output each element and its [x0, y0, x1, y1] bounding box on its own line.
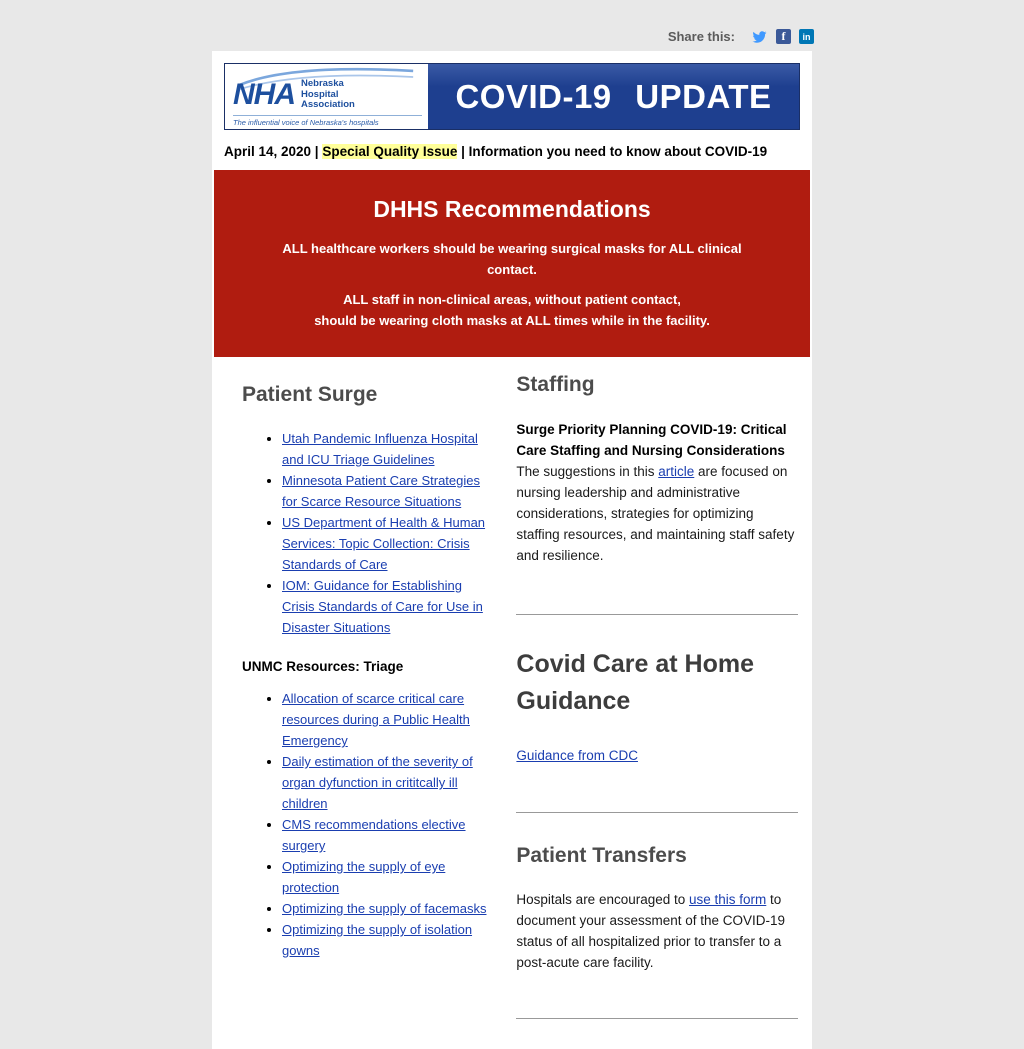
list-item — [282, 512, 488, 575]
list-item — [282, 575, 488, 638]
logo-name-line2: Hospital — [301, 88, 339, 100]
cdc-guidance-link[interactable]: Guidance from CDC — [516, 748, 638, 763]
dhhs-paragraph-1: ALL healthcare workers should be wearing surgical masks for ALL clinical contact. — [282, 241, 742, 277]
article-link[interactable]: article — [658, 464, 695, 479]
staffing-text-after: are focused on nursing leadership and administrative considerations, strategies for optimizing staffing resources, and maintaining staff safety and resilience. — [516, 464, 795, 563]
resource-link[interactable]: IOM: Guidance for Establishing Crisis Standards of Care for Use in Disaster Situations — [282, 578, 483, 635]
list-item — [282, 470, 488, 512]
resource-link[interactable]: Optimizing the supply of facemasks — [282, 901, 487, 916]
list-item — [282, 898, 488, 919]
linkedin-icon[interactable]: in — [799, 29, 814, 44]
staffing-heading: Staffing — [516, 373, 595, 396]
patient-transfers-paragraph — [516, 889, 798, 973]
share-bar — [210, 0, 814, 44]
unmc-resources-subheading: UNMC Resources: Triage — [242, 659, 404, 674]
date-line-rest: | Information you need to know about COVID-19 — [457, 144, 768, 159]
nha-logo — [225, 64, 428, 129]
dhhs-banner — [214, 170, 810, 357]
transfers-text-after: to document your assessment of the COVID-19 status of all hospitalized prior to transfer to a post-acute care facility. — [516, 892, 786, 970]
dhhs-paragraph-2-line2: should be wearing cloth masks at ALL times while in the facility. — [314, 312, 710, 328]
logo-acronym: NHA — [233, 78, 295, 111]
right-column — [516, 371, 798, 1019]
content-columns — [224, 357, 800, 1019]
patient-surge-link-list — [242, 428, 488, 638]
dhhs-title: DHHS Recommendations — [373, 196, 651, 222]
staffing-text-before: The suggestions in this — [516, 464, 659, 479]
resource-link[interactable]: Optimizing the supply of isolation gowns — [282, 922, 473, 958]
list-item — [282, 428, 488, 470]
email-container — [212, 51, 812, 1049]
header-banner — [224, 63, 800, 130]
resource-link[interactable]: CMS recommendations elective surgery — [282, 817, 466, 853]
logo-name — [301, 79, 355, 111]
resource-link[interactable]: Optimizing the supply of eye protection — [282, 859, 446, 895]
patient-transfers-heading: Patient Transfers — [516, 844, 687, 867]
covid-care-heading: Covid Care at Home Guidance — [516, 650, 754, 715]
resource-link[interactable]: US Department of Health & Human Services: Topic Collection: Crisis Standards of Care — [282, 515, 486, 572]
staffing-paragraph — [516, 461, 798, 566]
issue-date: April 14, 2020 | — [224, 144, 323, 159]
divider — [516, 1018, 798, 1019]
list-item — [282, 919, 488, 961]
twitter-icon[interactable] — [751, 30, 768, 44]
special-issue-highlight: Special Quality Issue — [322, 144, 458, 159]
list-item — [282, 751, 488, 814]
list-item — [282, 814, 488, 856]
dhhs-paragraph-2 — [258, 290, 766, 331]
transfers-text-before: Hospitals are encouraged to — [516, 892, 690, 907]
logo-tagline: The influential voice of Nebraska's hospitals — [233, 115, 422, 127]
dhhs-paragraph-2-line1: ALL staff in non-clinical areas, without patient contact, — [343, 292, 681, 307]
logo-name-line1: Nebraska — [301, 78, 344, 90]
resource-link[interactable]: Utah Pandemic Influenza Hospital and ICU Triage Guidelines — [282, 431, 478, 467]
list-item — [282, 688, 488, 751]
unmc-link-list — [242, 688, 488, 961]
divider — [516, 614, 798, 615]
staffing-bold-heading: Surge Priority Planning COVID-19: Critical Care Staffing and Nursing Considerations — [516, 422, 787, 458]
patient-surge-section — [242, 371, 488, 1019]
resource-link[interactable]: Allocation of scarce critical care resources during a Public Health Emergency — [282, 691, 470, 748]
logo-main — [233, 78, 422, 112]
newsletter-title: COVID-19 UPDATE — [428, 64, 799, 129]
share-label: Share this: — [667, 29, 735, 44]
patient-surge-heading: Patient Surge — [242, 383, 378, 406]
resource-link[interactable]: Daily estimation of the severity of organ dyfunction in crititcally ill children — [282, 754, 473, 811]
covid-care-link-paragraph — [516, 745, 798, 766]
logo-name-line3: Association — [301, 99, 355, 111]
transfer-form-link[interactable]: use this form — [689, 892, 767, 907]
date-line — [224, 130, 800, 170]
divider — [516, 812, 798, 813]
resource-link[interactable]: Minnesota Patient Care Strategies for Scarce Resource Situations — [282, 473, 480, 509]
facebook-icon[interactable]: f — [776, 29, 791, 44]
list-item — [282, 856, 488, 898]
